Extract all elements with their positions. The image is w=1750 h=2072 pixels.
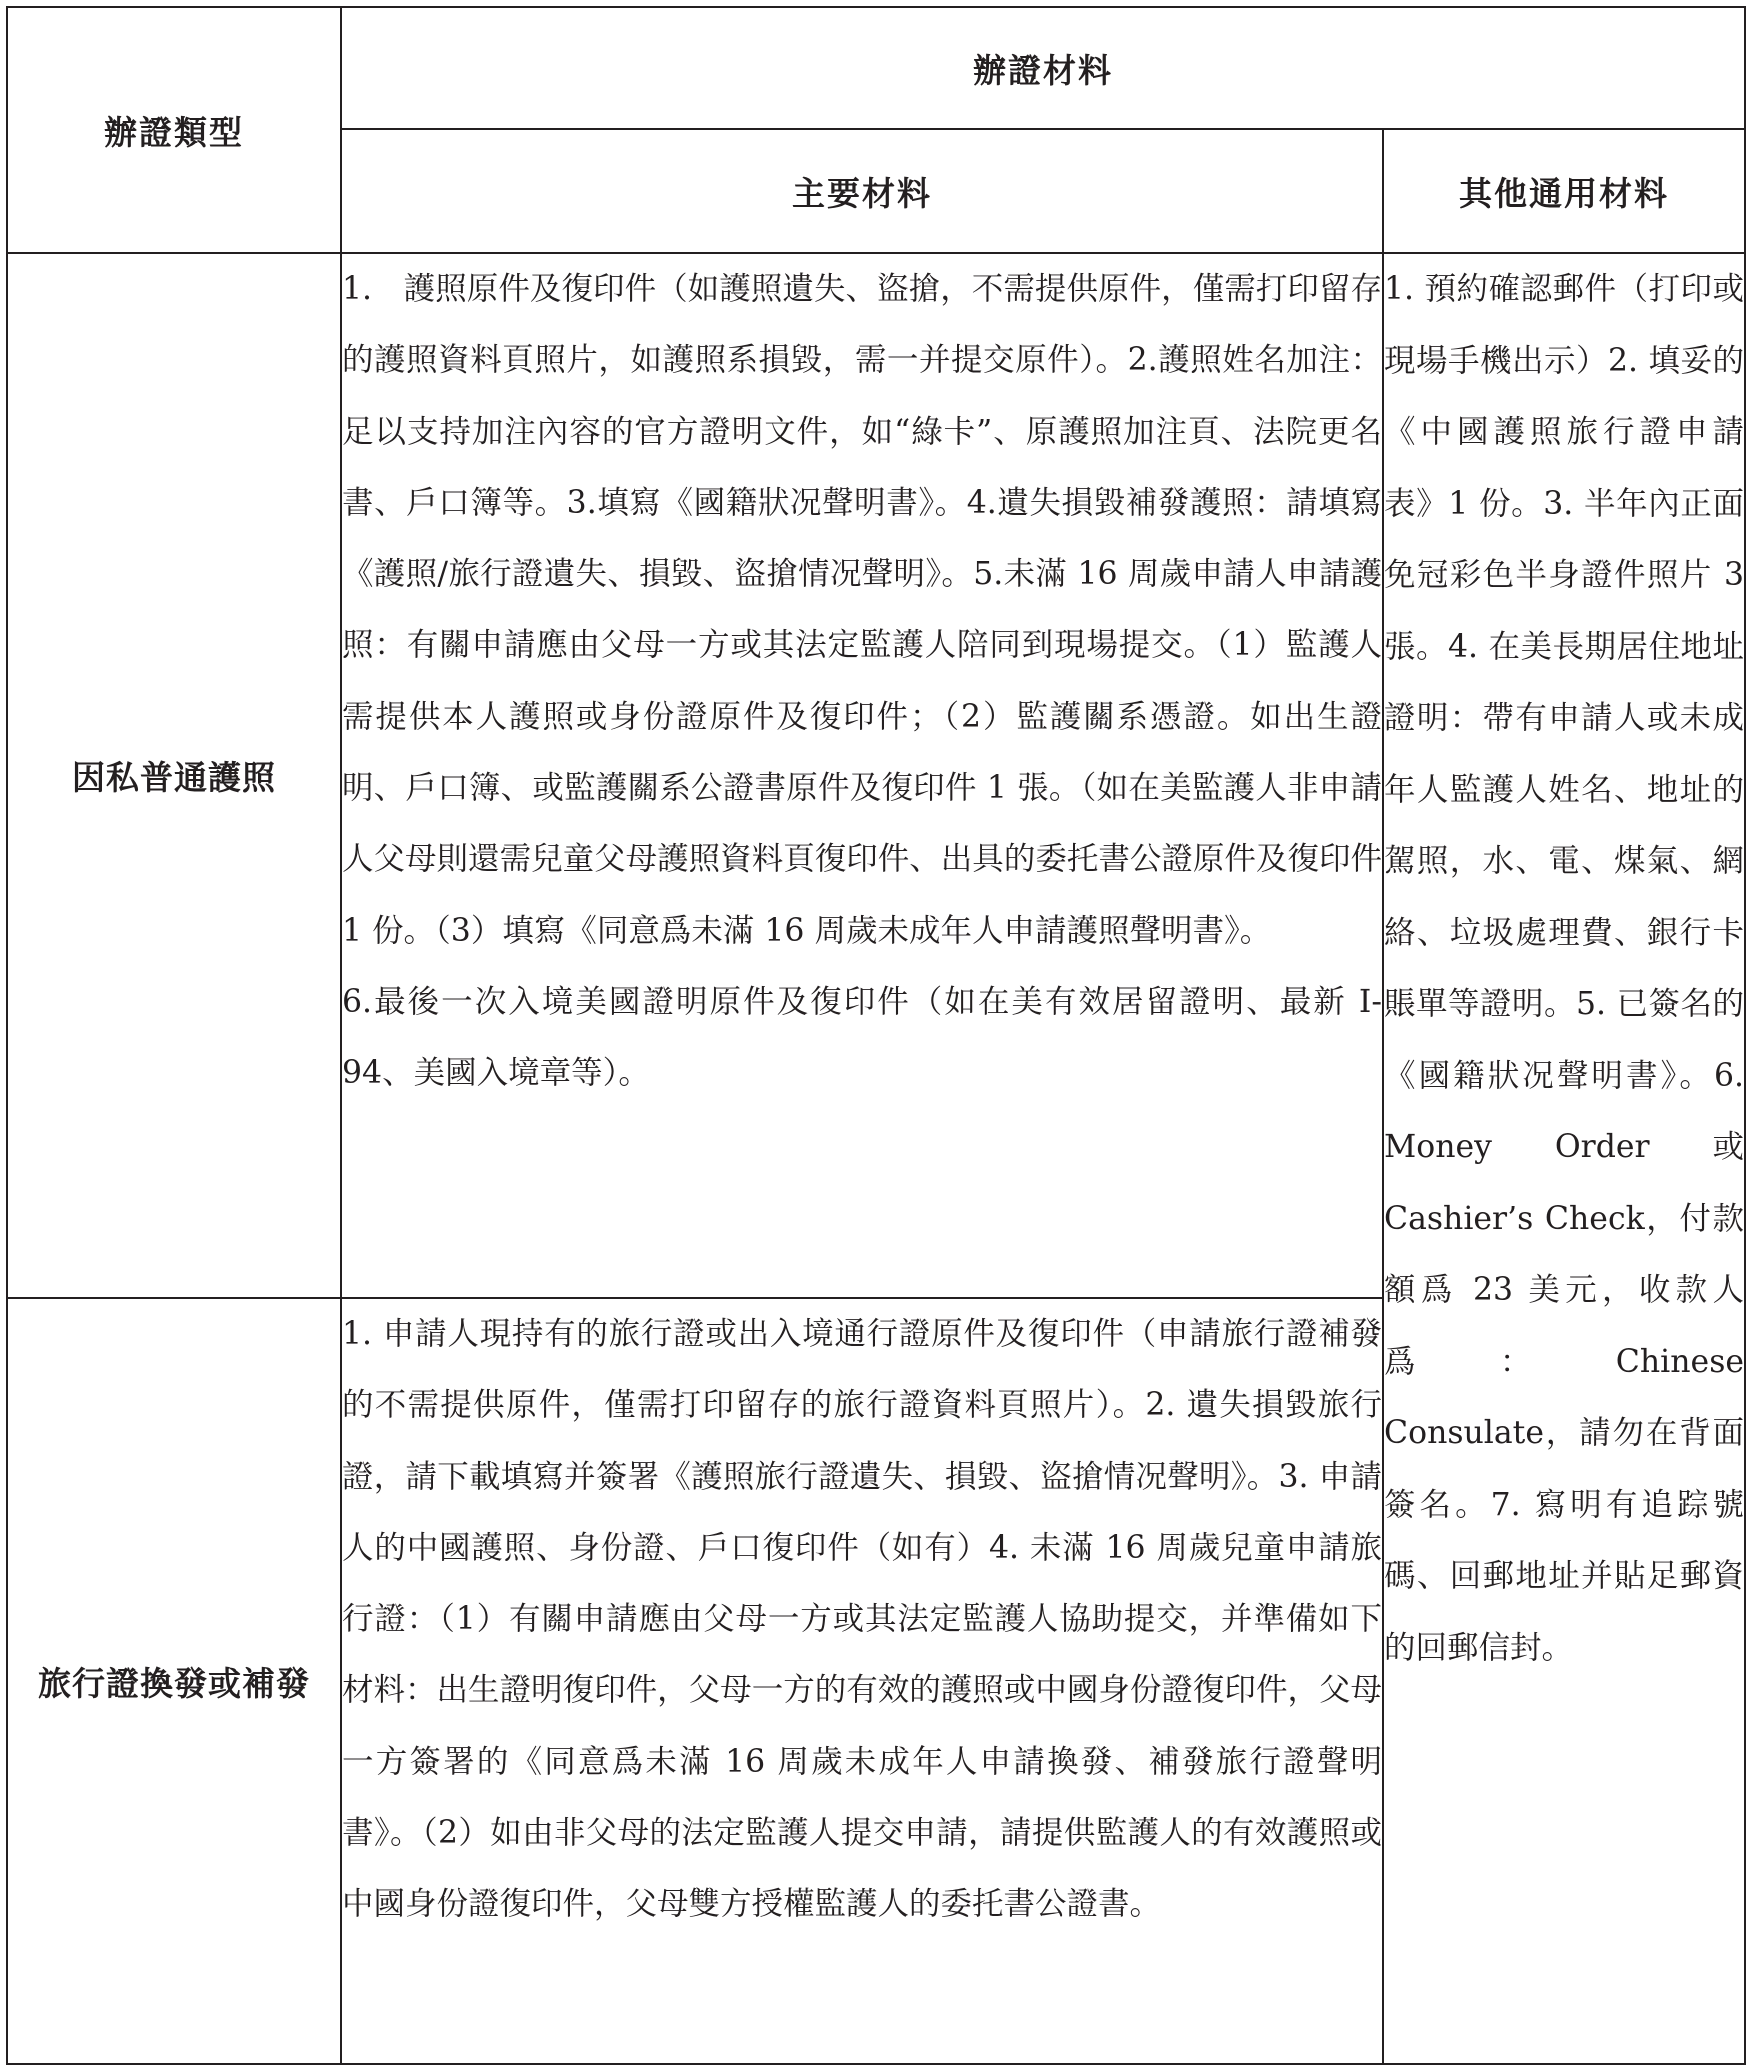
other-common-materials — [1383, 253, 1745, 2064]
other-common-paragraph: 1. 預約確認郵件（打印或現場手機出示）2. 填妥的《中國護照旅行證申請表》1 份。3. 半年內正面免冠彩色半身證件照片 3 張。4. 在美長期居住地址證明：帶有申請人或未成年人監護人姓名、地址的駕照，水、電、煤氣、網絡、垃圾處理費、銀行卡賬單等證明。5. 已簽名的《國籍狀况聲明書》。6. Money Order 或 Cashier’s Check，付款額爲 23 美元，收款人爲：Chinese Consulate，請勿在背面簽名。7. 寫明有追踪號碼、回郵地址并貼足郵資的回郵信封。 — [1384, 271, 1744, 1666]
passport-materials-paragraph: 6.最後一次入境美國證明原件及復印件（如在美有效居留證明、最新 I-94、美國入境章等）。 — [342, 983, 1382, 1092]
row-main-passport — [341, 253, 1383, 1298]
row-main-travel-document — [341, 1298, 1383, 2064]
header-type: 辦證類型 — [7, 7, 341, 253]
header-materials: 辦證材料 — [341, 7, 1745, 129]
travel-document-materials-paragraph: 1. 申請人現持有的旅行證或出入境通行證原件及復印件（申請旅行證補發的不需提供原件，僅需打印留存的旅行證資料頁照片）。2. 遺失損毀旅行證，請下載填寫并簽署《護照旅行證遺失、損毀、盜搶情况聲明》。3. 申請人的中國護照、身份證、戶口復印件（如有）4. 未滿 16 周歲兒童申請旅行證：（1）有關申請應由父母一方或其法定監護人協助提交，并準備如下材料：出生證明復印件，父母一方的有效的護照或中國身份證復印件，父母一方簽署的《同意爲未滿 16 周歲未成年人申請換發、補發旅行證聲明書》。（2）如由非父母的法定監護人提交申請，請提供監護人的有效護照或中國身份證復印件，父母雙方授權監護人的委托書公證書。 — [342, 1316, 1382, 1923]
header-other-materials: 其他通用材料 — [1383, 129, 1745, 253]
row-type-passport: 因私普通護照 — [7, 253, 341, 1298]
header-main-materials: 主要材料 — [341, 129, 1383, 253]
document-table — [6, 6, 1746, 2065]
row-type-travel-document: 旅行證換發或補發 — [7, 1298, 341, 2064]
passport-materials-paragraph: 1. 護照原件及復印件（如護照遺失、盜搶，不需提供原件，僅需打印留存的護照資料頁照片，如護照系損毀，需一并提交原件）。2.護照姓名加注：足以支持加注內容的官方證明文件，如“綠卡”、原護照加注頁、法院更名書、戶口簿等。3.填寫《國籍狀况聲明書》。4.遺失損毀補發護照：請填寫《護照/旅行證遺失、損毀、盜搶情况聲明》。5.未滿 16 周歲申請人申請護照：有關申請應由父母一方或其法定監護人陪同到現場提交。（1）監護人需提供本人護照或身份證原件及復印件；（2）監護關系憑證。如出生證明、戶口簿、或監護關系公證書原件及復印件 1 張。（如在美監護人非申請人父母則還需兒童父母護照資料頁復印件、出具的委托書公證原件及復印件 1 份。（3）填寫《同意爲未滿 16 周歲未成年人申請護照聲明書》。 — [342, 271, 1382, 949]
